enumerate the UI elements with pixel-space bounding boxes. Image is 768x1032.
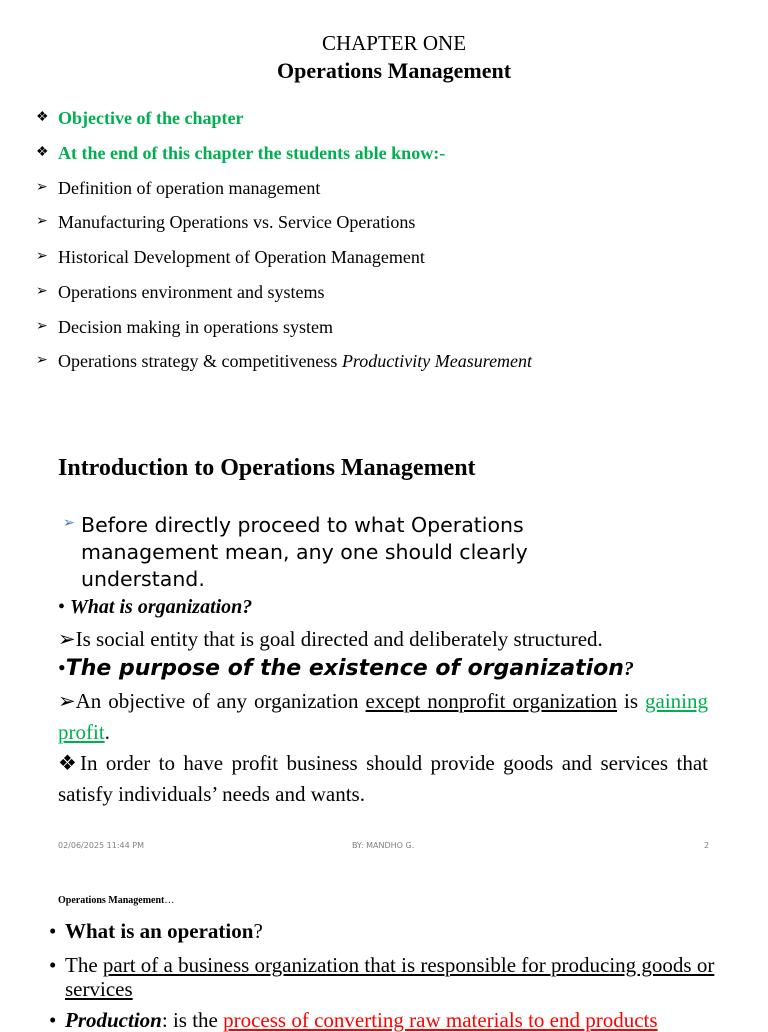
- arrow-bullet-icon: ➢: [36, 319, 48, 334]
- arrow-bullet-icon: ➢: [63, 516, 75, 531]
- nonprofit-underline: except nonprofit organization: [365, 689, 618, 713]
- topic-item: ➢ Historical Development of Operation Management: [36, 247, 425, 267]
- arrow-bullet-icon: ➢: [58, 627, 76, 651]
- section-heading: Introduction to Operations Management: [58, 455, 476, 481]
- footer-page-number: 2: [704, 841, 710, 850]
- topic-item: ➢ Decision making in operations system: [36, 317, 333, 337]
- slide3-header: Operations Management…: [58, 895, 175, 906]
- diamond-bullet-icon: ❖: [58, 751, 80, 775]
- answer-organization: ➢Is social entity that is goal directed and deliberately structured.: [58, 627, 603, 651]
- arrow-bullet-icon: ➢: [58, 689, 76, 713]
- diamond-bullet-icon: ❖: [36, 110, 49, 125]
- footer-date: 02/06/2025 11:44 PM: [58, 841, 144, 850]
- list-item-operation-definition: • The part of a business organization that is responsible for producing goods or services: [49, 953, 715, 1001]
- chapter-title: Operations Management: [276, 58, 512, 83]
- footer-author: BY: MANDHO G.: [352, 841, 415, 850]
- slide1-title: [0, 30, 768, 84]
- gaining-profit-link: gaining profit: [58, 689, 708, 744]
- objective-paragraph: ➢An objective of any organization except nonprofit organization is gaining profit.: [58, 689, 708, 744]
- question-what-is-organization: • What is organization?: [58, 596, 253, 618]
- operation-definition-underline: part of a business organization that is responsible for producing goods or services: [65, 953, 715, 1001]
- topic-item: ➢ Manufacturing Operations vs. Service Operations: [36, 212, 416, 232]
- question-purpose: •The purpose of the existence of organization?: [58, 655, 634, 681]
- intro-bullet: [63, 512, 623, 593]
- arrow-bullet-icon: ➢: [36, 249, 48, 264]
- topic-italic-suffix: Productivity Measurement: [341, 351, 533, 371]
- arrow-bullet-icon: ➢: [36, 214, 48, 229]
- dot-bullet-icon: •: [49, 953, 57, 977]
- objective-line: ❖ Objective of the chapter: [36, 108, 244, 128]
- chapter-label: CHAPTER ONE: [321, 31, 467, 55]
- objective-line: ❖ At the end of this chapter the students able know:-: [36, 143, 446, 163]
- profit-paragraph: ❖In order to have profit business should provide goods and services that satisfy individuals’ needs and wants.: [58, 751, 708, 806]
- arrow-bullet-icon: ➢: [36, 353, 48, 368]
- arrow-bullet-icon: ➢: [36, 180, 48, 195]
- dot-bullet-icon: •: [58, 655, 66, 680]
- list-item-production: • Production: is the process of converting raw materials to end products: [49, 1008, 658, 1032]
- dot-bullet-icon: •: [58, 596, 71, 618]
- dot-bullet-icon: •: [49, 919, 57, 943]
- production-definition-red: process of converting raw materials to end products: [223, 1008, 658, 1032]
- arrow-bullet-icon: ➢: [36, 284, 48, 299]
- topic-item: ➢ Definition of operation management: [36, 178, 321, 198]
- topic-item: ➢ Operations environment and systems: [36, 282, 325, 302]
- dot-bullet-icon: •: [49, 1008, 57, 1032]
- topic-item: ➢ Operations strategy & competitiveness Productivity Measurement: [36, 351, 533, 371]
- diamond-bullet-icon: ❖: [36, 145, 49, 160]
- intro-bullet-text: Before directly proceed to what Operations management mean, any one should clearly understand.: [81, 513, 528, 591]
- list-item-what-is-operation: • What is an operation?: [49, 919, 263, 943]
